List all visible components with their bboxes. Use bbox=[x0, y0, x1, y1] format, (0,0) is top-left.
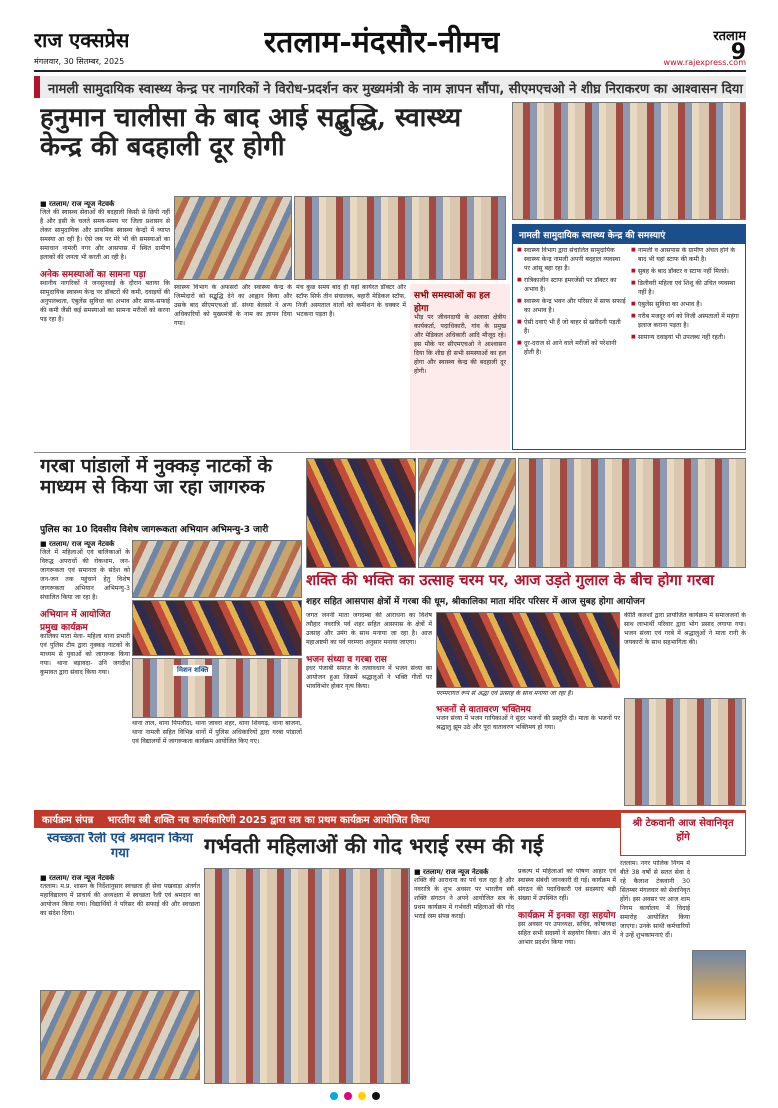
story3-col1 bbox=[306, 612, 432, 806]
story1-solutions-head: सभी समस्याओं का हल होगा bbox=[414, 291, 490, 314]
problem-item: ■ एंबुलेंस सुविधा का अभाव है। bbox=[631, 301, 741, 310]
story2-body1: जिले में महिलाओं एवं बालिकाओं के विरुद्ध अपराधों की रोकथाम, जन-जागरूकता एवं समानता के संदेश को जन-जन तक पहुंचाने हेतु विशेष जागरूकता अभियान अभिमन्यु-3 संचालित किया जा रहा है। bbox=[40, 549, 130, 601]
story1-body4: मंच कुछ समय बाद ही यहां कार्यरत डॉक्टर और स्टॉफ सिर्फ तीन संचालक, बहारी मेडिकल स्टॉफ, निजी अस्पताल वालों को कमीशन के चक्कर में भटकना पड़ता है। bbox=[296, 284, 406, 318]
story1-subhead: अनेक समस्याओं का सामना पड़ा bbox=[40, 269, 146, 280]
magenta-mark bbox=[344, 1092, 352, 1100]
story5-body1: शक्ति की आराधना का पर्व चल रहा है और नवरात्रि के शुभ अवसर पर भारतीय स्त्री शक्ति संगठन ने अपने आयोजित सत्र के प्रथम कार्यक्रम में गर्भवती महिलाओं की गोद भराई रस्म संपन्न कराई। bbox=[414, 877, 514, 920]
problem-item: ■ सुबह के बाद डॉक्टर व स्टाफ नहीं मिलते। bbox=[631, 268, 741, 277]
cyan-mark bbox=[330, 1092, 338, 1100]
story2-body2: कालिका माता मेला- महिला थाना प्रभारी एवं पुलिस टीम द्वारा नुक्कड़ नाटकों के माध्यम से युवाओं को जागरूक किया गया। थाना बड़ावदा- उनि जगदीश कुमावत द्वारा संवाद किया गया। bbox=[40, 632, 130, 676]
story3-body5: कीर्ति कलशों द्वारा प्रायोजित कार्यक्रम में समाजजनों के साथ लाभार्थी परिवार द्वारा भोग प्रसाद लगाया गया। भजन संध्या एवं गरबे में श्रद्धालुओं ने माता रानी के जयकारों के साथ सहभागिता की। bbox=[624, 612, 746, 646]
story5-byline: ■ रतलाम/ राज न्यूज नेटवर्क bbox=[414, 868, 489, 876]
story2-headline: गरबा पांडालों में नुक्कड़ नाटकों के माध्यम से किया जा रहा जागरुक bbox=[40, 456, 273, 499]
story3-photo-ladies bbox=[624, 698, 746, 806]
problems-list-left bbox=[517, 247, 627, 361]
edition-city: रतलाम bbox=[713, 29, 746, 44]
story5-body2: प्रकल्प में महिलाओं को पोषण आहार एवं स्वास्थ्य संबंधी जानकारी दी गई। कार्यक्रम में संगठन की पदाधिकारी एवं सदस्याएं बड़ी संख्या में उपस्थित रहीं। bbox=[518, 868, 616, 902]
story6-body: रतलाम। नगर पालिक निगम में बीते 38 वर्षों से सतत सेवा दे रहे कैलाश टेकवानी 30 सितम्बर मंगलवार को सेवानिवृत होंगे। इस अवसर पर आज शाम निगम कार्यालय में विदाई समारोह आयोजित किया जाएगा। उनके साथी कर्मचारियों ने उन्हें शुभकामनाएं दीं। bbox=[620, 860, 690, 939]
story1-solutions-box bbox=[410, 284, 510, 450]
problem-item: ■ रात्रिकालीन स्टाफ इमरजेंसी पर डॉक्टर का अभाव है। bbox=[517, 277, 627, 295]
story1-col3 bbox=[296, 284, 406, 450]
story3-body1: जगत जननी माता जगदम्बा की आराधना का विशेष त्यौहार नवरात्रि पर्व शहर सहित आसपास के क्षेत्रों में उत्साह और उमंग के साथ मनाया जा रहा है। आज महाअष्टमी का पर्व परम्परा अनुसार मनाया जाएगा। bbox=[306, 612, 432, 646]
newspaper-brand: राज एक्सप्रेस bbox=[34, 28, 130, 52]
yellow-mark bbox=[358, 1092, 366, 1100]
divider bbox=[34, 452, 746, 453]
story1-col2 bbox=[174, 284, 292, 450]
story2-col2 bbox=[132, 720, 302, 806]
story3-photo-bhajan bbox=[436, 612, 620, 688]
story1-photo-hanuman-chalisa bbox=[294, 196, 506, 280]
problems-list-right bbox=[631, 247, 741, 346]
problem-item: ■ डिलीवरी महिला एवं शिशु की उचित व्यवस्था नहीं है। bbox=[631, 280, 741, 298]
registration-marks bbox=[330, 1090, 450, 1102]
story5-photo-godbharai bbox=[204, 868, 410, 1084]
story3-photo-idol bbox=[518, 458, 746, 568]
story1-body1: जिले की स्वास्थ्य सेवाओं की बदहाली किसी से छिपी नहीं है और इसी के चलते समय-समय पर जिला प्रशासन से लेकर सामुदायिक और प्राथमिक स्वास्थ्य केन्द्रों में व्याप्त समस्या आ रही है। ऐसे जब पर मेरे भी की समस्याओं का समाधान नामली नगर और आसपास में स्थित ग्रामीण इलाकों की जनता भी करती आ रही है। bbox=[40, 209, 170, 261]
issue-date: मंगलवार, 30 सितम्बर, 2025 bbox=[34, 57, 125, 66]
masthead bbox=[34, 20, 746, 72]
strip-center-text: भारतीय स्त्री शक्ति नव कार्यकारिणी 2025 द्वारा सत्र का प्रथम कार्यक्रम आयोजित किया bbox=[107, 815, 430, 826]
story2-subheadline: पुलिस का 10 दिवसीय विशेष जागरूकता अभियान अभिमन्यु-3 जारी bbox=[40, 525, 269, 535]
top-banner: नामली सामुदायिक स्वास्थ्य केन्द्र पर नागरिकों ने विरोध-प्रदर्शन कर मुख्यमंत्री के नाम ज्ञापन सौंपा, सीएमएचओ ने शीघ्र निराकरण का आश्वासन दिया bbox=[34, 76, 746, 98]
problems-box-head: नामली सामुदायिक स्वास्थ्य केन्द्र की समस्याएं bbox=[513, 225, 745, 244]
story3-body3: इधर पंजाबी समाज के तत्वावधान में भजन संध्या का आयोजन हुआ जिसमें श्रद्धालुओं ने भक्ति गीतों पर भावविभोर होकर नृत्य किया। bbox=[306, 664, 432, 690]
story2-subhead: अभियान में आयोजित प्रमुख कार्यक्रम bbox=[40, 609, 111, 633]
story6-col bbox=[620, 860, 690, 1084]
story5-col1 bbox=[414, 868, 514, 1084]
story5-col2 bbox=[518, 868, 616, 1084]
story5-subhead: कार्यक्रम में इनका रहा सहयोग bbox=[518, 910, 616, 921]
story4-body: रतलाम। म.प्र. शासन के निर्देशानुसार स्वच्छता ही सेवा पखवाड़ा अंतर्गत महाविद्यालय में प्राचार्य की अध्यक्षता में स्वच्छता रैली एवं श्रमदान का आयोजन किया गया। विद्यार्थियों ने परिसर की सफाई की और स्वच्छता का संदेश दिया। bbox=[40, 883, 200, 917]
story3-photo-garba-1 bbox=[306, 458, 416, 568]
section-title: रतलाम-मंदसौर-नीमच bbox=[264, 25, 500, 60]
story1-body3: स्वास्थ्य विभाग के अफसरों और स्वास्थ्य केन्द्र के जिम्मेदारों को सद्बुद्धि देने का आह्वान किया और उसके बाद सीएमएचओ डॉ. संध्या बेलसरे ने अन्य अधिकारियों को मुख्यमंत्री के नाम का ज्ञापन दिया गया। bbox=[174, 284, 292, 327]
story1-headline: हनुमान चालीसा के बाद आई सद्बुद्धि, स्वास्थ्य केन्द्र की बदहाली दूर होगी bbox=[40, 104, 462, 163]
story3-col2 bbox=[436, 690, 620, 806]
mission-banner: मिशन शक्ति bbox=[173, 665, 212, 676]
story1-solutions-body: भीड़ पर जीवनदायी के अलावा क्षेत्रीय कार्यकर्ता, पदाधिकारी, गांव के प्रमुख और मेडिकल अधिकारी आदि मौजूद रहे। इस मौके पर सीएमएचओ ने आश्वासन दिया कि शीघ्र ही सभी समस्याओं का हल होगा और स्वास्थ्य केन्द्र की बदहाली दूर होगी। bbox=[414, 314, 506, 375]
story2-photo-3 bbox=[132, 658, 302, 718]
story2-body3: थाना ताल, थाना पिपलौदा, थाना जावरा शहर, थाना शिवगढ़, थाना बाजना, थाना नामली सहित विभिन्न थानों में पुलिस अधिकारियों द्वारा गरबा पांडालों एवं विद्यालयों में जागरूकता कार्यक्रम आयोजित किए गए। bbox=[132, 720, 302, 745]
website-link[interactable]: www.rajexpress.com bbox=[663, 58, 746, 67]
story3-headline: शक्ति की भक्ति का उत्साह चरम पर, आज उड़ते गुलाल के बीच होगा गरबा bbox=[306, 572, 715, 589]
story3-caption: परम्परागत रूप से अद्धा एवं उत्साह के साथ मनाया जा रहा है। bbox=[436, 690, 573, 697]
story1-photo-hospital bbox=[174, 196, 292, 280]
page-number: 9 bbox=[730, 40, 746, 65]
story2-byline: ■ रतलाम/ राज न्यूज नेटवर्क bbox=[40, 540, 115, 548]
problem-item: ■ नामली व आसपास के ग्रामीण अंचल होने के बाद भी यहां स्टाफ की कमी है। bbox=[631, 247, 741, 265]
problem-item: ■ सामान्य दवाइयां भी उपलब्ध नहीं रहती। bbox=[631, 334, 741, 343]
problems-box bbox=[512, 224, 746, 450]
problem-item: ■ स्वास्थ्य विभाग द्वारा संचालित सामुदायिक स्वास्थ्य केन्द्र नामली अपनी बदहाल व्यवस्था पर आंसू बहा रहा है। bbox=[517, 247, 627, 274]
story6-headline: श्री टेकवानी आज सेवानिवृत होंगे bbox=[620, 812, 746, 856]
strip-label: कार्यक्रम संपन्न bbox=[42, 815, 94, 826]
problem-item: ■ स्वास्थ्य केन्द्र भवन और परिसर में साफ सफाई का अभाव है। bbox=[517, 298, 627, 316]
story3-subhead3: भजनों से वातावरण भक्तिमय bbox=[436, 704, 532, 715]
story5-body3: इस अवसर पर उपाध्यक्ष, सचिव, कोषाध्यक्ष सहित सभी सदस्यों ने सहयोग किया। अंत में आभार प्रदर्शन किया गया। bbox=[518, 920, 616, 946]
problem-item: ■ गरीब मजदूर वर्ग को निजी अस्पतालों में महंगा इलाज कराना पड़ता है। bbox=[631, 313, 741, 331]
story4-byline: ■ रतलाम/ राज न्यूज नेटवर्क bbox=[40, 874, 115, 882]
story3-subheadline: शहर सहित आसपास क्षेत्रों में गरबा की धूम, श्रीकालिका माता मंदिर परिसर में आज सुबह होगा आयोजन bbox=[306, 597, 645, 607]
story1-col1 bbox=[40, 200, 170, 450]
story1-photo-protest bbox=[512, 102, 746, 220]
story3-col3 bbox=[624, 612, 746, 696]
story3-body4: भजन संध्या में भजन गायिकाओं ने सुंदर भजनों की प्रस्तुति दी। माता के भजनों पर श्रद्धालु झूम उठे और पूरा वातावरण भक्तिमय हो गया। bbox=[436, 714, 620, 731]
story2-photo-1 bbox=[132, 540, 302, 598]
story4-photo bbox=[40, 990, 200, 1080]
story5-headline: गर्भवती महिलाओं की गोद भराई रस्म की गई bbox=[204, 834, 544, 858]
problem-item: ■ दूर-दराज से आने वाले मरीजों को परेशानी होती है। bbox=[517, 340, 627, 358]
story2-photo-2 bbox=[132, 600, 302, 656]
story1-body2: स्थानीय नागरिकों ने जनसुनवाई के दौरान बताया कि सामुदायिक स्वास्थ्य केन्द्र पर डॉक्टरों की कमी, दवाइयों की अनुपलब्धता, एंबुलेंस सुविधा का अभाव और साफ-सफाई की कमी जैसी कई समस्याओं का सामना मरीजों को करना पड़ रहा है। bbox=[40, 279, 170, 323]
story2-col1 bbox=[40, 540, 130, 806]
black-mark bbox=[372, 1092, 380, 1100]
story6-portrait bbox=[692, 950, 746, 1020]
problem-item: ■ ऐसी दवाएं भी हैं जो बाहर से खरीदनी पड़ती हैं। bbox=[517, 319, 627, 337]
story1-byline: ■ रतलाम/ राज न्यूज नेटवर्क bbox=[40, 200, 115, 208]
story3-subhead2: भजन संध्या व गरबा रास bbox=[306, 654, 387, 665]
story4-headline: स्वच्छता रैली एवं श्रमदान किया गया bbox=[47, 832, 193, 861]
story3-photo-garba-2 bbox=[418, 458, 516, 568]
